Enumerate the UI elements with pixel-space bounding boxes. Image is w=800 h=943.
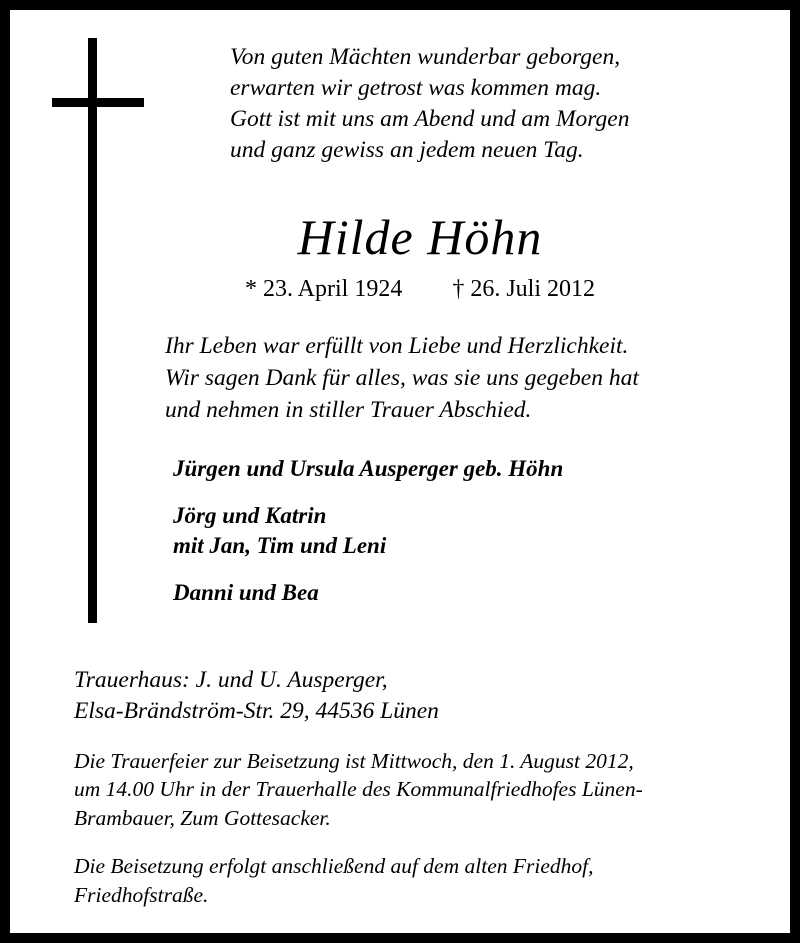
tribute-text (10, 331, 790, 426)
deceased-name: Hilde Höhn (297, 209, 543, 266)
family-group (173, 454, 790, 485)
service-line: um 14.00 Uhr in der Trauerhalle des Kommunalfriedhofes Lünen- (74, 777, 643, 802)
burial-line: Friedhofstraße. (74, 882, 209, 907)
mourning-house-line: Trauerhaus: J. und U. Ausperger, (74, 666, 388, 693)
memorial-verse (10, 42, 790, 166)
tribute-line: Ihr Leben war erfüllt von Liebe und Herzlichkeit. (165, 333, 629, 360)
mourning-house-line: Elsa-Brändström-Str. 29, 44536 Lünen (74, 697, 439, 724)
death-date: † 26. Juli 2012 (452, 276, 596, 303)
burial-line: Die Beisetzung erfolgt anschließend auf dem alten Friedhof, (74, 854, 594, 879)
burial-details (10, 852, 790, 909)
family-line: Jörg und Katrin (173, 502, 327, 528)
family-line: Jürgen und Ursula Ausperger geb. Höhn (173, 456, 564, 482)
family-line: Danni und Bea (173, 579, 319, 605)
tribute-line: und nehmen in stiller Trauer Abschied. (165, 396, 532, 423)
life-dates (10, 276, 790, 303)
verse-line: und ganz gewiss an jedem neuen Tag. (230, 137, 584, 164)
service-line: Die Trauerfeier zur Beisetzung ist Mittwoch, den 1. August 2012, (74, 748, 634, 773)
tribute-line: Wir sagen Dank für alles, was sie uns gegeben hat (165, 364, 639, 391)
funeral-service-details (10, 747, 790, 833)
family-line: mit Jan, Tim und Leni (173, 533, 387, 559)
surviving-family (10, 454, 790, 608)
family-group (173, 501, 790, 562)
service-line: Brambauer, Zum Gottesacker. (74, 805, 331, 830)
birth-date: * 23. April 1924 (244, 276, 403, 303)
family-group (173, 578, 790, 609)
verse-line: Gott ist mit uns am Abend und am Morgen (230, 106, 630, 133)
verse-line: Von guten Mächten wunderbar geborgen, (230, 44, 621, 70)
mourning-house-address (10, 665, 790, 727)
notice-content (10, 10, 790, 910)
verse-line: erwarten wir getrost was kommen mag. (230, 75, 602, 102)
